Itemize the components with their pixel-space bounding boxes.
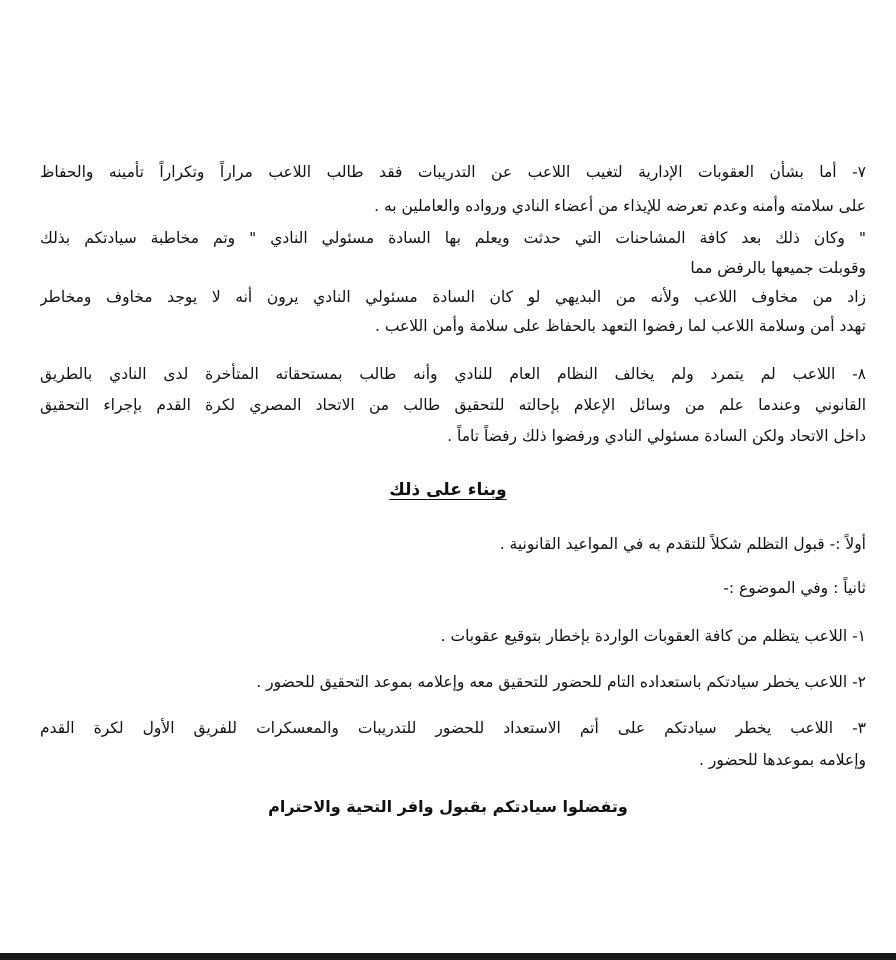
request-item-1: ١- اللاعب يتظلم من كافة العقوبات الواردة بإخطار بتوقيع عقوبات . xyxy=(440,627,866,645)
second-heading: ثانياً : وفي الموضوع :- xyxy=(723,579,866,597)
request-item-3-line-1: ٣- اللاعب يخطر سيادتكم على أتم الاستعداد للحضور للتدريبات والمعسكرات للفريق الأول لكرة القدم xyxy=(40,719,866,737)
paragraph-8-line-2: القانوني وعندما علم من وسائل الإعلام بإحالته للتحقيق طالب من الاتحاد المصري لكرة القدم بإجراء التحقيق xyxy=(40,396,866,414)
request-item-3-line-2: وإعلامه بموعدها للحضور . xyxy=(699,751,866,769)
request-item-2: ٢- اللاعب يخطر سيادتكم باستعداده التام للحضور للتحقيق معه وإعلامه بموعد التحقيق للحضور . xyxy=(256,673,866,691)
paragraph-7-line-2: على سلامته وأمنه وعدم تعرضه للإيذاء من أعضاء النادي ورواده والعاملين به . xyxy=(374,197,866,215)
paragraph-7-line-5: زاد من مخاوف اللاعب ولأنه من البديهي لو كان السادة مسئولي النادي يرون أنه لا يوجد مخاوف ومخاطر xyxy=(40,288,866,306)
first-request: أولاً :- قبول التظلم شكلاً للتقدم به في المواعيد القانونية . xyxy=(499,535,866,553)
section-heading-text: وبناء على ذلك xyxy=(389,480,507,500)
bottom-border xyxy=(0,953,896,960)
section-heading xyxy=(0,477,896,503)
paragraph-8-line-1: ٨- اللاعب لم يتمرد ولم يخالف النظام العام للنادي وأنه طالب بمستحقاته المتأخرة لدى النادي بالطريق xyxy=(40,365,866,383)
paragraph-7-line-4: وقوبلت جميعها بالرفض مما xyxy=(690,259,866,277)
closing-salutation: وتفضلوا سيادتكم بقبول وافر التحية والاحترام xyxy=(268,797,628,816)
paragraph-7-line-3: " وكان ذلك بعد كافة المشاحنات التي حدثت ويعلم بها السادة مسئولي النادي " وتم مخاطبة سيادتكم بذلك xyxy=(40,229,866,247)
paragraph-8-line-3: داخل الاتحاد ولكن السادة مسئولي النادي ورفضوا ذلك رفضاً تاماً . xyxy=(447,427,866,445)
paragraph-7-line-1: ٧- أما بشأن العقوبات الإدارية لتغيب اللاعب عن التدريبات فقد طالب اللاعب مراراً وتكراراً تأمينه والحفاظ xyxy=(40,163,866,181)
paragraph-7-line-6: تهدد أمن وسلامة اللاعب لما رفضوا التعهد بالحفاظ على سلامة وأمن اللاعب . xyxy=(374,317,866,335)
